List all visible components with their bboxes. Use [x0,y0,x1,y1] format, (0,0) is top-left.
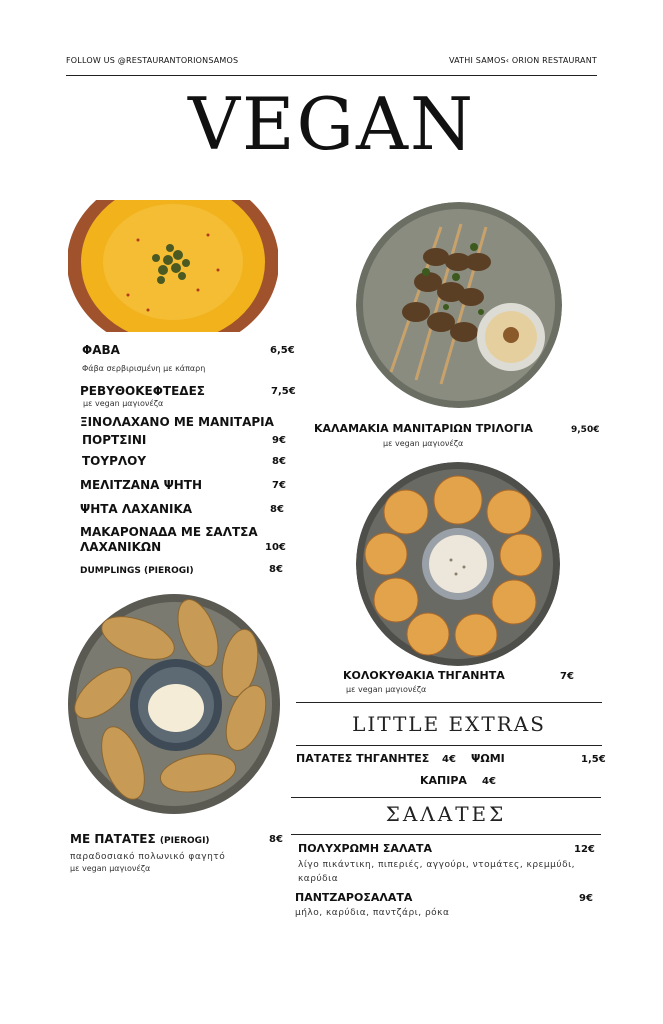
salad-item-desc-2: καρύδια [298,874,339,884]
menu-item-price: 10€ [265,542,286,553]
menu-item-desc: με vegan μαγιονέζα [83,399,164,408]
right-item-desc: με vegan μαγιονέζα [383,439,464,448]
pierogi-name [70,832,210,848]
menu-item-price: 8€ [270,504,284,515]
pierogi-name-suffix: (PIEROGI) [159,836,210,846]
page-title: VEGAN [187,82,476,166]
extras-item-price: 1,5€ [581,754,606,765]
salads-mid-divider [291,834,601,835]
extras-top-divider [296,702,602,703]
fava-photo [68,200,278,332]
extras-mid-divider [296,745,602,746]
extras-item-name: ΠΑΤΑΤΕΣ ΤΗΓΑΝΗΤΕΣ [296,752,430,765]
right-item-desc: με vegan μαγιονέζα [346,685,427,694]
menu-item-price: 8€ [272,456,286,467]
restaurant-location: VATHI SAMOS‹ ORION RESTAURANT [448,56,597,65]
salad-item-desc: λίγο πικάντικη, πιπεριές, αγγούρι, ντομάτες, κρεμμύδι, [298,860,575,870]
pierogi-name-main: ΜΕ ΠΑΤΑΤΕΣ [70,832,156,846]
menu-item-desc: Φάβα σερβιρισμένη με κάπαρη [82,364,206,373]
extras-item-name: ΨΩΜΙ [471,752,505,765]
menu-item-name: ΜΕΛΙΤΖΑΝΑ ΨΗΤΗ [80,478,203,492]
salad-item-desc: μήλο, καρύδια, παντζάρι, ρόκα [295,908,450,918]
zucchini-fritters-photo [356,462,560,666]
menu-item-price: 6,5€ [270,345,295,356]
extras-item-price: 4€ [482,776,496,787]
menu-item-name: ΠΟΡΤΣΙΝΙ [82,433,147,447]
menu-item-price: 7,5€ [271,386,296,397]
salad-item-name: ΠΑΝΤΖΑΡΟΣΑΛΑΤΑ [295,891,413,904]
menu-item-name: ΡΕΒΥΘΟΚΕΦΤΕΔΕΣ [80,384,205,398]
pierogi-price: 8€ [269,834,283,845]
right-item-price: 7€ [560,671,574,682]
extras-item-price: 4€ [442,754,456,765]
mushroom-skewers-photo [356,202,562,408]
menu-item-price: 8€ [269,564,283,575]
salad-item-name: ΠΟΛΥΧΡΩΜΗ ΣΑΛΑΤΑ [298,842,432,855]
right-item-name: ΚΑΛΑΜΑΚΙΑ ΜΑΝΙΤΑΡΙΩΝ ΤΡΙΛΟΓΙΑ [314,422,533,435]
right-item-price: 9,50€ [571,425,600,435]
header-divider [66,75,597,76]
salad-item-price: 9€ [579,893,593,904]
menu-item-price: 9€ [272,435,286,446]
menu-item-price: 7€ [272,480,286,491]
menu-item-name: ΞΙΝΟΛΑΧΑΝΟ ΜΕ ΜΑΝΙΤΑΡΙΑ [80,415,274,429]
menu-item-name: ΨΗΤΑ ΛΑΧΑΝΙΚΑ [80,502,193,516]
salads-heading: ΣΑΛΑΤΕΣ [385,802,507,826]
right-item-name: ΚΟΛΟΚΥΘΑΚΙΑ ΤΗΓΑΝΗΤΑ [343,669,505,682]
menu-item-name: ΤΟΥΡΛΟΥ [82,454,147,468]
menu-item-name: ΛΑΧΑΝΙΚΩΝ [80,540,162,554]
menu-item-name: ΦΑΒΑ [82,343,120,357]
pierogi-photo [68,593,280,815]
menu-item-name: DUMPLINGS (PIEROGI) [80,566,194,576]
extras-item-name: ΚΑΠΙΡΑ [420,774,467,787]
pierogi-desc: παραδοσιακό πολωνικό φαγητό [70,852,226,862]
menu-item-name: ΜΑΚΑΡΟΝΑΔΑ ΜΕ ΣΑΛΤΣΑ [80,525,258,539]
follow-us-text: FOLLOW US @RESTAURANTORIONSAMOS [66,56,239,65]
pierogi-desc-2: με vegan μαγιονέζα [70,864,151,873]
salads-top-divider [291,797,601,798]
salad-item-price: 12€ [574,844,595,855]
extras-heading: LITTLE EXTRAS [352,712,546,736]
